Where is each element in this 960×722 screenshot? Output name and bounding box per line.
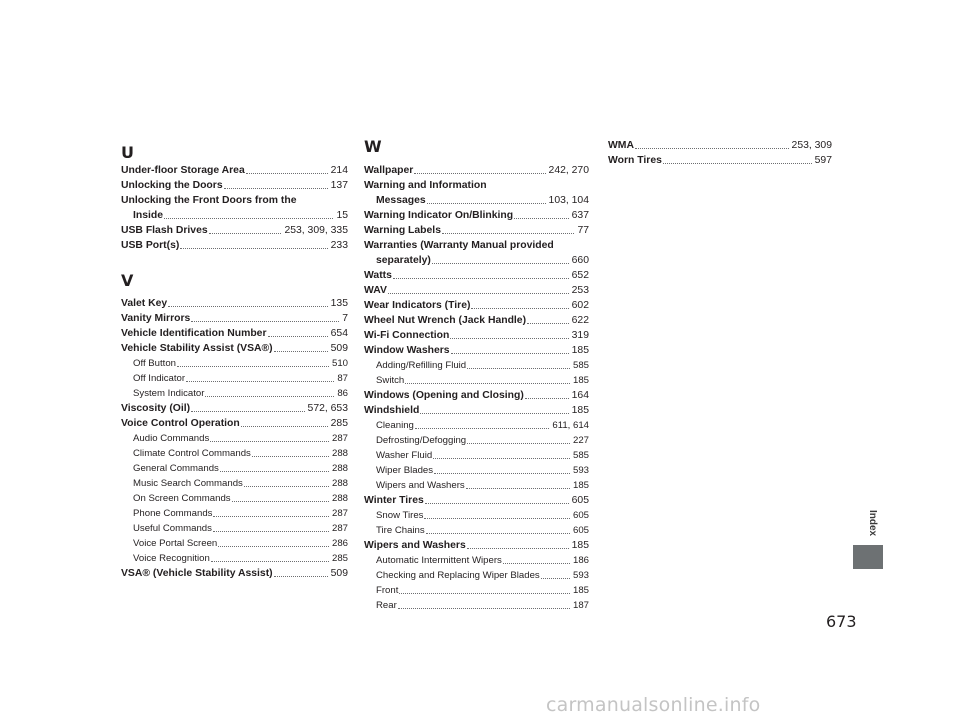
index-entry — [121, 163, 348, 178]
entry-term: Worn Tires — [608, 155, 662, 166]
index-side-tab — [853, 545, 883, 569]
entry-term: Wallpaper — [364, 165, 414, 176]
entry-term: Wheel Nut Wrench (Jack Handle) — [364, 315, 527, 326]
entry-pages: 597 — [814, 155, 832, 166]
entry-pages: 288 — [331, 493, 348, 504]
index-entry — [364, 328, 589, 343]
entry-pages: 654 — [330, 328, 348, 339]
index-subentry — [376, 553, 589, 568]
entry-pages: 287 — [331, 433, 348, 444]
index-subentry — [376, 523, 589, 538]
entry-term-line1: Unlocking the Front Doors from the — [121, 195, 297, 206]
entry-term: Washer Fluid — [376, 450, 433, 461]
index-subentry — [376, 478, 589, 493]
entry-pages: 285 — [331, 553, 348, 564]
entry-pages: 605 — [571, 495, 589, 506]
entry-pages: 7 — [342, 313, 348, 324]
index-side-tab-label: Index — [867, 509, 878, 537]
entry-term: Vehicle Identification Number — [121, 328, 267, 339]
entry-term: Vehicle Stability Assist (VSA®) — [121, 343, 273, 354]
index-subentry — [376, 358, 589, 373]
index-subentry — [133, 536, 348, 551]
index-entry — [121, 223, 348, 238]
entry-term: On Screen Commands — [133, 493, 231, 504]
index-entry — [121, 566, 348, 581]
entry-pages: 186 — [572, 555, 589, 566]
entry-term: Vanity Mirrors — [121, 313, 191, 324]
entry-pages: 15 — [336, 210, 348, 221]
entry-pages: 287 — [331, 523, 348, 534]
index-entry — [364, 493, 589, 508]
entry-pages: 227 — [572, 435, 589, 446]
entry-term: Watts — [364, 270, 392, 281]
entry-pages: 585 — [572, 450, 589, 461]
entry-term: General Commands — [133, 463, 219, 474]
entry-term: Snow Tires — [376, 510, 424, 521]
index-entry — [608, 153, 832, 168]
entry-term: Audio Commands — [133, 433, 210, 444]
entry-term: Switch — [376, 375, 405, 386]
entry-term: Winter Tires — [364, 495, 424, 506]
entry-term: Climate Control Commands — [133, 448, 251, 459]
entry-pages: 287 — [331, 508, 348, 519]
entry-pages: 185 — [571, 405, 589, 416]
entry-term: Voice Portal Screen — [133, 538, 218, 549]
entry-term: Cleaning — [376, 420, 414, 431]
index-entry — [364, 298, 589, 313]
entry-term: separately) — [376, 255, 431, 266]
entry-pages: 593 — [572, 570, 589, 581]
entry-term: Wi-Fi Connection — [364, 330, 450, 341]
entry-term: Front — [376, 585, 399, 596]
section-heading-u: U — [121, 143, 134, 162]
entry-term: Rear — [376, 600, 397, 611]
entry-term: Voice Control Operation — [121, 418, 240, 429]
entry-pages: 660 — [571, 255, 589, 266]
index-subentry — [376, 373, 589, 388]
entry-pages: 622 — [571, 315, 589, 326]
entry-pages: 135 — [330, 298, 348, 309]
entry-term: Wiper Blades — [376, 465, 434, 476]
entry-pages: 319 — [571, 330, 589, 341]
watermark: carmanualsonline.info — [546, 694, 761, 716]
entry-term: Window Washers — [364, 345, 450, 356]
entry-term: System Indicator — [133, 388, 205, 399]
entry-pages: 572, 653 — [307, 403, 348, 414]
entry-pages: 637 — [571, 210, 589, 221]
index-entry — [364, 283, 589, 298]
entry-pages: 103, 104 — [548, 195, 589, 206]
entry-pages: 593 — [572, 465, 589, 476]
entry-term: Phone Commands — [133, 508, 213, 519]
index-entry — [608, 138, 832, 153]
entry-pages: 509 — [330, 343, 348, 354]
entry-term: Defrosting/Defogging — [376, 435, 467, 446]
entry-term: WAV — [364, 285, 387, 296]
entry-term: Unlocking the Doors — [121, 180, 223, 191]
entry-term: Wear Indicators (Tire) — [364, 300, 471, 311]
entry-term: Automatic Intermittent Wipers — [376, 555, 502, 566]
entry-pages: 605 — [572, 525, 589, 536]
entry-pages: 233 — [330, 240, 348, 251]
index-entry — [121, 416, 348, 431]
index-entry — [364, 223, 589, 238]
entry-term: Checking and Replacing Wiper Blades — [376, 570, 540, 581]
entry-term: Wipers and Washers — [364, 540, 466, 551]
entry-pages: 652 — [571, 270, 589, 281]
entry-pages: 187 — [572, 600, 589, 611]
index-subentry — [376, 463, 589, 478]
entry-pages: 242, 270 — [548, 165, 589, 176]
entry-term: VSA® (Vehicle Stability Assist) — [121, 568, 273, 579]
entry-pages: 288 — [331, 478, 348, 489]
entry-term: Messages — [376, 195, 426, 206]
section-heading-w: W — [364, 137, 382, 156]
entry-term: Windows (Opening and Closing) — [364, 390, 524, 401]
entry-pages: 185 — [571, 345, 589, 356]
entry-term: Viscosity (Oil) — [121, 403, 191, 414]
index-subentry — [133, 386, 348, 401]
index-entry — [121, 401, 348, 416]
entry-pages: 185 — [572, 585, 589, 596]
section-heading-v: V — [121, 271, 134, 290]
index-entry — [364, 208, 589, 223]
index-entry — [121, 341, 348, 356]
index-subentry — [376, 448, 589, 463]
entry-pages: 77 — [577, 225, 589, 236]
index-entry — [121, 238, 348, 253]
entry-term-line1: Warranties (Warranty Manual provided — [364, 240, 554, 251]
index-subentry — [133, 491, 348, 506]
index-subentry — [133, 521, 348, 536]
index-entry — [364, 538, 589, 553]
index-subentry — [376, 508, 589, 523]
entry-pages: 253 — [571, 285, 589, 296]
entry-pages: 509 — [330, 568, 348, 579]
entry-term: Adding/Refilling Fluid — [376, 360, 467, 371]
entry-term: Warning Indicator On/Blinking — [364, 210, 514, 221]
entry-pages: 611, 614 — [552, 420, 589, 431]
entry-pages: 87 — [337, 373, 348, 384]
index-subentry — [133, 356, 348, 371]
index-entry — [121, 178, 348, 193]
entry-term: Wipers and Washers — [376, 480, 465, 491]
entry-pages: 86 — [337, 388, 348, 399]
entry-pages: 253, 309, 335 — [284, 225, 348, 236]
page-number: 673 — [826, 612, 857, 631]
entry-term: Off Button — [133, 358, 177, 369]
index-entry — [364, 403, 589, 418]
entry-pages: 286 — [331, 538, 348, 549]
index-entry — [364, 163, 589, 178]
entry-term: Inside — [133, 210, 164, 221]
index-subentry — [133, 446, 348, 461]
entry-pages: 602 — [571, 300, 589, 311]
entry-term: Music Search Commands — [133, 478, 243, 489]
index-subentry — [376, 433, 589, 448]
entry-pages: 185 — [572, 480, 589, 491]
index-subentry — [133, 371, 348, 386]
index-entry — [121, 296, 348, 311]
index-entry — [364, 388, 589, 403]
entry-pages: 510 — [331, 358, 348, 369]
entry-term: Windshield — [364, 405, 420, 416]
entry-pages: 605 — [572, 510, 589, 521]
entry-term: Tire Chains — [376, 525, 425, 536]
index-entry — [364, 313, 589, 328]
entry-term: USB Flash Drives — [121, 225, 208, 236]
entry-pages: 585 — [572, 360, 589, 371]
entry-term: Warning Labels — [364, 225, 441, 236]
entry-pages: 253, 309 — [791, 140, 832, 151]
entry-term: Under-floor Storage Area — [121, 165, 245, 176]
entry-term-line1: Warning and Information — [364, 180, 487, 191]
index-entry — [364, 268, 589, 283]
index-subentry — [133, 431, 348, 446]
entry-pages: 288 — [331, 448, 348, 459]
index-subentry — [133, 461, 348, 476]
index-entry — [376, 253, 589, 268]
entry-term: Voice Recognition — [133, 553, 210, 564]
entry-pages: 137 — [330, 180, 348, 191]
index-subentry — [133, 551, 348, 566]
entry-term: Off Indicator — [133, 373, 186, 384]
index-subentry — [133, 476, 348, 491]
index-subentry — [376, 418, 589, 433]
entry-term: Useful Commands — [133, 523, 212, 534]
index-subentry — [376, 583, 589, 598]
entry-term: WMA — [608, 140, 634, 151]
entry-pages: 285 — [330, 418, 348, 429]
index-subentry — [376, 568, 589, 583]
index-entry — [364, 343, 589, 358]
entry-term: Valet Key — [121, 298, 168, 309]
index-entry — [121, 311, 348, 326]
entry-pages: 185 — [571, 540, 589, 551]
index-subentry — [376, 598, 589, 613]
entry-pages: 164 — [571, 390, 589, 401]
index-entry — [376, 193, 589, 208]
entry-term: USB Port(s) — [121, 240, 180, 251]
index-entry — [121, 326, 348, 341]
entry-pages: 185 — [572, 375, 589, 386]
index-entry — [133, 208, 348, 223]
entry-pages: 214 — [330, 165, 348, 176]
entry-pages: 288 — [331, 463, 348, 474]
index-subentry — [133, 506, 348, 521]
